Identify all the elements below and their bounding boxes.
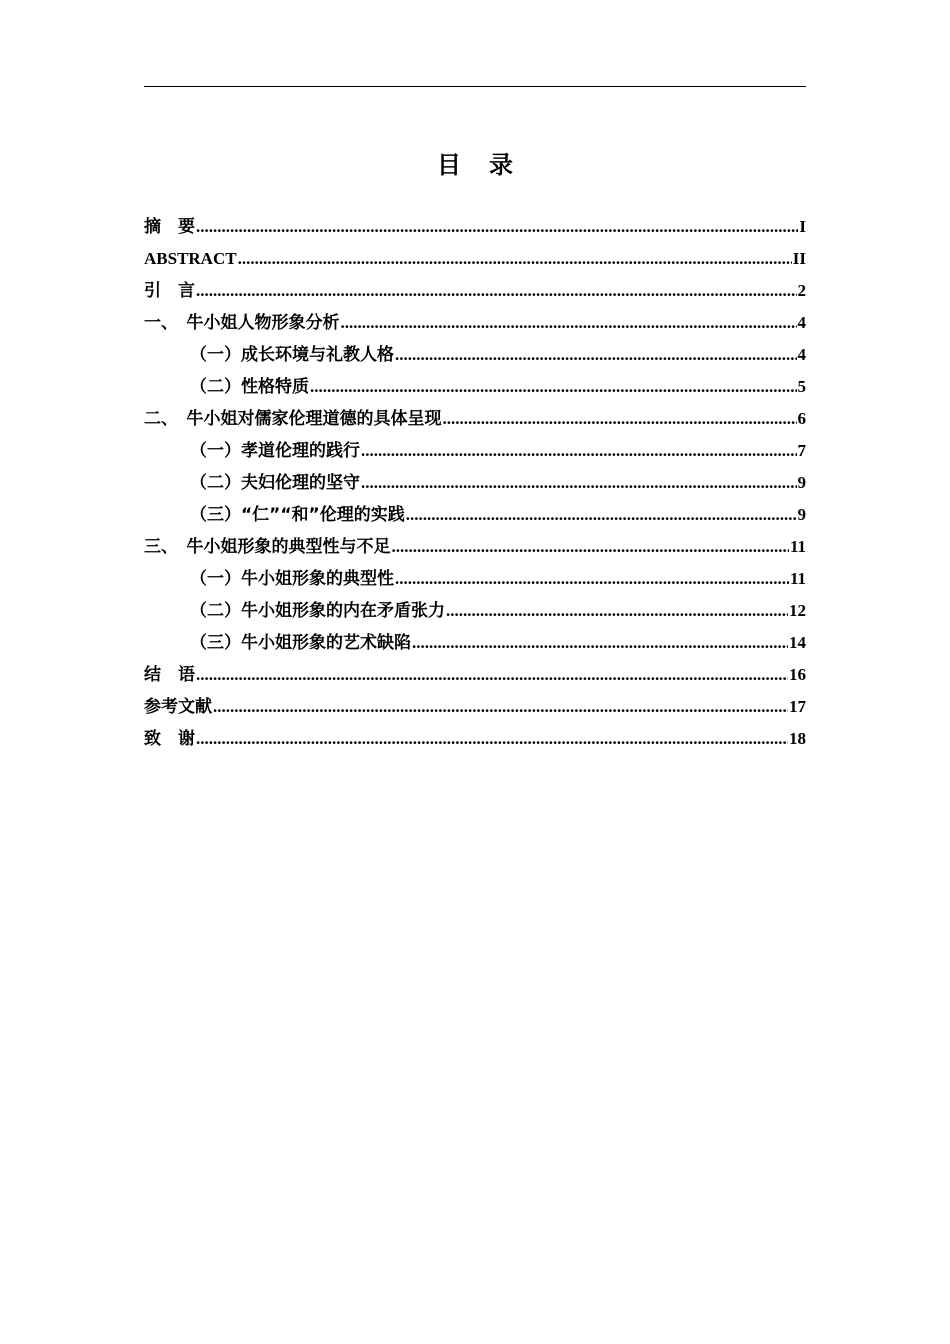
- toc-entry-label: （三）牛小姐形象的艺术缺陷: [190, 633, 411, 653]
- toc-entry-label: 参考文献: [144, 697, 212, 717]
- toc-entry-abstract-en[interactable]: [144, 243, 806, 275]
- toc-entry-section-2-2[interactable]: [144, 467, 806, 499]
- toc-entry-page: 12: [789, 601, 806, 620]
- toc-entry-page: 16: [789, 665, 806, 684]
- toc-entry-label: 一、 牛小姐人物形象分析: [144, 313, 340, 333]
- toc-entry-section-1-2[interactable]: [144, 371, 806, 403]
- dot-leader: [213, 691, 788, 723]
- toc-entry-section-2-1[interactable]: [144, 435, 806, 467]
- toc-entry-page: I: [799, 217, 806, 236]
- dot-leader: [196, 211, 798, 243]
- toc-entry-label: 结 语: [144, 665, 195, 685]
- toc-entry-label: 致 谢: [144, 729, 195, 749]
- dot-leader: [412, 627, 788, 659]
- toc-entry-section-1-1[interactable]: [144, 339, 806, 371]
- toc-entry-page: 9: [797, 473, 806, 492]
- toc-entry-chapter-1[interactable]: [144, 307, 806, 339]
- toc-entry-label: （二）牛小姐形象的内在矛盾张力: [190, 601, 445, 621]
- toc-entry-label: （二）夫妇伦理的坚守: [190, 473, 360, 493]
- dot-leader: [196, 275, 797, 307]
- toc-entry-label: （三）“仁”“和”伦理的实践: [190, 505, 405, 525]
- toc-entry-conclusion[interactable]: [144, 659, 806, 691]
- toc-entry-page: 11: [789, 569, 806, 588]
- dot-leader: [392, 531, 789, 563]
- header-rule: [144, 86, 806, 87]
- toc-entry-label: 引 言: [144, 281, 195, 301]
- toc-entry-page: 5: [797, 377, 806, 396]
- toc-entry-page: 11: [789, 537, 806, 556]
- toc-entry-introduction[interactable]: [144, 275, 806, 307]
- toc-entry-section-3-1[interactable]: [144, 563, 806, 595]
- toc-entry-chapter-3[interactable]: [144, 531, 806, 563]
- toc-entry-acknowledgements[interactable]: [144, 723, 806, 755]
- dot-leader: [361, 467, 797, 499]
- dot-leader: [395, 339, 797, 371]
- toc-entry-references[interactable]: [144, 691, 806, 723]
- toc-entry-page: 14: [789, 633, 806, 652]
- dot-leader: [446, 595, 788, 627]
- toc-entry-label: （二）性格特质: [190, 377, 309, 397]
- toc-entry-label: （一）成长环境与礼教人格: [190, 345, 394, 365]
- dot-leader: [341, 307, 797, 339]
- dot-leader: [443, 403, 797, 435]
- toc-entry-page: 17: [789, 697, 806, 716]
- toc-entry-page: 18: [789, 729, 806, 748]
- toc-entry-page: 7: [797, 441, 806, 460]
- toc-entry-section-3-2[interactable]: [144, 595, 806, 627]
- dot-leader: [196, 659, 788, 691]
- toc-entry-section-3-3[interactable]: [144, 627, 806, 659]
- toc-entry-label: 二、 牛小姐对儒家伦理道德的具体呈现: [144, 409, 442, 429]
- page-title: [144, 148, 806, 182]
- dot-leader: [196, 723, 788, 755]
- dot-leader: [406, 499, 797, 531]
- page-title-part: 目: [437, 151, 461, 179]
- toc-entry-label: 三、 牛小姐形象的典型性与不足: [144, 537, 391, 557]
- toc-entry-page: 9: [797, 505, 806, 524]
- dot-leader: [238, 243, 792, 275]
- dot-leader: [395, 563, 789, 595]
- page-title-part: 录: [489, 151, 513, 179]
- toc-entry-label: （一）牛小姐形象的典型性: [190, 569, 394, 589]
- toc-entry-label: ABSTRACT: [144, 249, 237, 268]
- toc-entry-chapter-2[interactable]: [144, 403, 806, 435]
- dot-leader: [310, 371, 797, 403]
- toc-entry-label: （一）孝道伦理的践行: [190, 441, 360, 461]
- table-of-contents: [144, 211, 806, 755]
- dot-leader: [361, 435, 797, 467]
- toc-entry-page: 4: [797, 313, 806, 332]
- toc-entry-abstract-cn[interactable]: [144, 211, 806, 243]
- toc-entry-page: 4: [797, 345, 806, 364]
- toc-entry-label: 摘 要: [144, 217, 195, 237]
- toc-entry-page: II: [792, 249, 806, 268]
- toc-entry-section-2-3[interactable]: [144, 499, 806, 531]
- toc-entry-page: 2: [797, 281, 806, 300]
- toc-entry-page: 6: [797, 409, 806, 428]
